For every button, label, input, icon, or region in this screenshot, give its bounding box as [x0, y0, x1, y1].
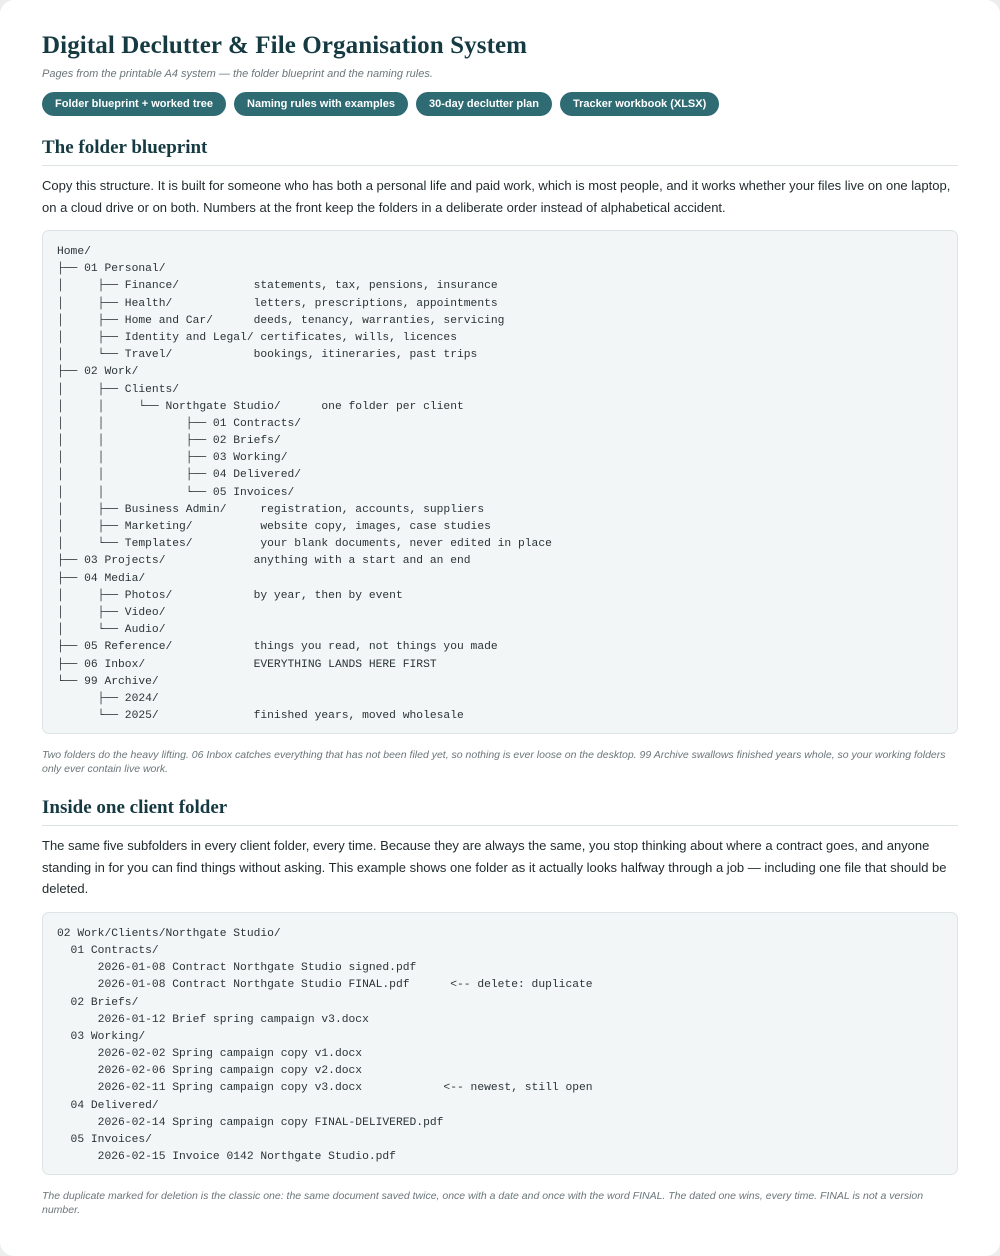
code-line: │ │ └── 05 Invoices/	[57, 486, 295, 499]
code-line: │ │ └── Northgate Studio/ one folder per client	[57, 400, 464, 413]
code-line: 2026-01-12 Brief spring campaign v3.docx	[57, 1013, 369, 1026]
client-folder-intro: The same five subfolders in every client folder, every time. Because they are always the same, you stop thinking about where a contract goes, and anyone standing in for you can find things without asking. This example shows one folder as it actually looks halfway through a job — including one file that should be deleted.	[42, 838, 947, 897]
tab-declutter-plan[interactable]: 30-day declutter plan	[416, 92, 552, 116]
code-line: ├── 03 Projects/ anything with a start and an end	[57, 555, 471, 568]
client-folder-note: The duplicate marked for deletion is the classic one: the same document saved twice, once with a date and once with the word FINAL. The dated one wins, every time. FINAL is not a version number.	[42, 1190, 924, 1217]
section-tabs	[42, 92, 958, 116]
code-line: ├── 02 Work/	[57, 366, 139, 379]
code-line: │ ├── Identity and Legal/ certificates, wills, licences	[57, 331, 457, 344]
blueprint-tree-code-block	[42, 230, 958, 734]
code-line: Home/	[57, 246, 91, 258]
page-title: Digital Declutter & File Organisation System	[42, 32, 528, 59]
code-line: │ ├── Clients/	[57, 383, 180, 396]
code-line: ├── 01 Personal/	[57, 263, 166, 276]
code-line: │ │ ├── 03 Working/	[57, 452, 288, 465]
code-line: │ │ ├── 01 Contracts/	[57, 417, 302, 430]
page-subtitle: Pages from the printable A4 system — the folder blueprint and the naming rules.	[42, 68, 433, 80]
code-line: └── 2025/ finished years, moved wholesale	[57, 710, 464, 723]
client-folder-heading: Inside one client folder	[42, 796, 958, 826]
code-line: ├── 05 Reference/ things you read, not things you made	[57, 641, 498, 654]
tab-naming-rules[interactable]: Naming rules with examples	[234, 92, 408, 116]
code-line: │ ├── Photos/ by year, then by event	[57, 589, 403, 602]
code-line: 04 Delivered/	[57, 1099, 159, 1112]
code-line: └── 99 Archive/	[57, 675, 159, 688]
code-line: │ ├── Finance/ statements, tax, pensions, insurance	[57, 280, 498, 293]
code-line: │ ├── Marketing/ website copy, images, case studies	[57, 521, 491, 533]
code-line: │ ├── Video/	[57, 606, 166, 619]
client-folder-tree-code-block	[42, 912, 958, 1176]
blueprint-heading: The folder blueprint	[42, 136, 958, 166]
code-line: 2026-02-11 Spring campaign copy v3.docx <-- newest, still open	[57, 1082, 593, 1095]
code-line: │ │ ├── 04 Delivered/	[57, 469, 302, 482]
code-line: ├── 2024/	[57, 692, 159, 705]
code-line: 01 Contracts/	[57, 944, 159, 957]
tab-tracker-workbook[interactable]: Tracker workbook (XLSX)	[560, 92, 719, 116]
code-line: 03 Working/	[57, 1030, 146, 1043]
code-line: 05 Invoices/	[57, 1134, 152, 1146]
code-line: 02 Work/Clients/Northgate Studio/	[57, 927, 281, 940]
code-line: 2026-02-02 Spring campaign copy v1.docx	[57, 1048, 363, 1061]
code-line: │ ├── Health/ letters, prescriptions, appointments	[57, 297, 498, 310]
code-line: ├── 04 Media/	[57, 572, 146, 585]
blueprint-intro: Copy this structure. It is built for someone who has both a personal life and paid work, which is most people, and it works whether your files live on one laptop, on a cloud drive or on both. Numbers at the front keep the folders in a deliberate order instead of alphabetical accident.	[42, 178, 951, 215]
code-line: │ ├── Business Admin/ registration, accounts, suppliers	[57, 503, 485, 516]
code-line: 2026-01-08 Contract Northgate Studio FINAL.pdf <-- delete: duplicate	[57, 979, 593, 992]
code-line: │ │ ├── 02 Briefs/	[57, 435, 281, 448]
code-line: 2026-02-06 Spring campaign copy v2.docx	[57, 1065, 363, 1078]
tab-folder-blueprint[interactable]: Folder blueprint + worked tree	[42, 92, 226, 116]
code-line: │ ├── Home and Car/ deeds, tenancy, warranties, servicing	[57, 314, 505, 327]
code-line: 2026-02-15 Invoice 0142 Northgate Studio.pdf	[57, 1151, 396, 1164]
code-line: │ └── Templates/ your blank documents, never edited in place	[57, 538, 552, 551]
code-line: 2026-01-08 Contract Northgate Studio signed.pdf	[57, 962, 417, 975]
code-line: │ └── Audio/	[57, 624, 166, 637]
code-line: │ └── Travel/ bookings, itineraries, past trips	[57, 349, 478, 362]
blueprint-note: Two folders do the heavy lifting. 06 Inbox catches everything that has not been filed yet, so nothing is ever loose on the desktop. 99 Archive swallows finished years whole, so your working folders only ever contain live work.	[42, 749, 946, 776]
code-line: ├── 06 Inbox/ EVERYTHING LANDS HERE FIRST	[57, 658, 437, 671]
code-line: 2026-02-14 Spring campaign copy FINAL-DELIVERED.pdf	[57, 1116, 444, 1129]
code-line: 02 Briefs/	[57, 996, 139, 1009]
